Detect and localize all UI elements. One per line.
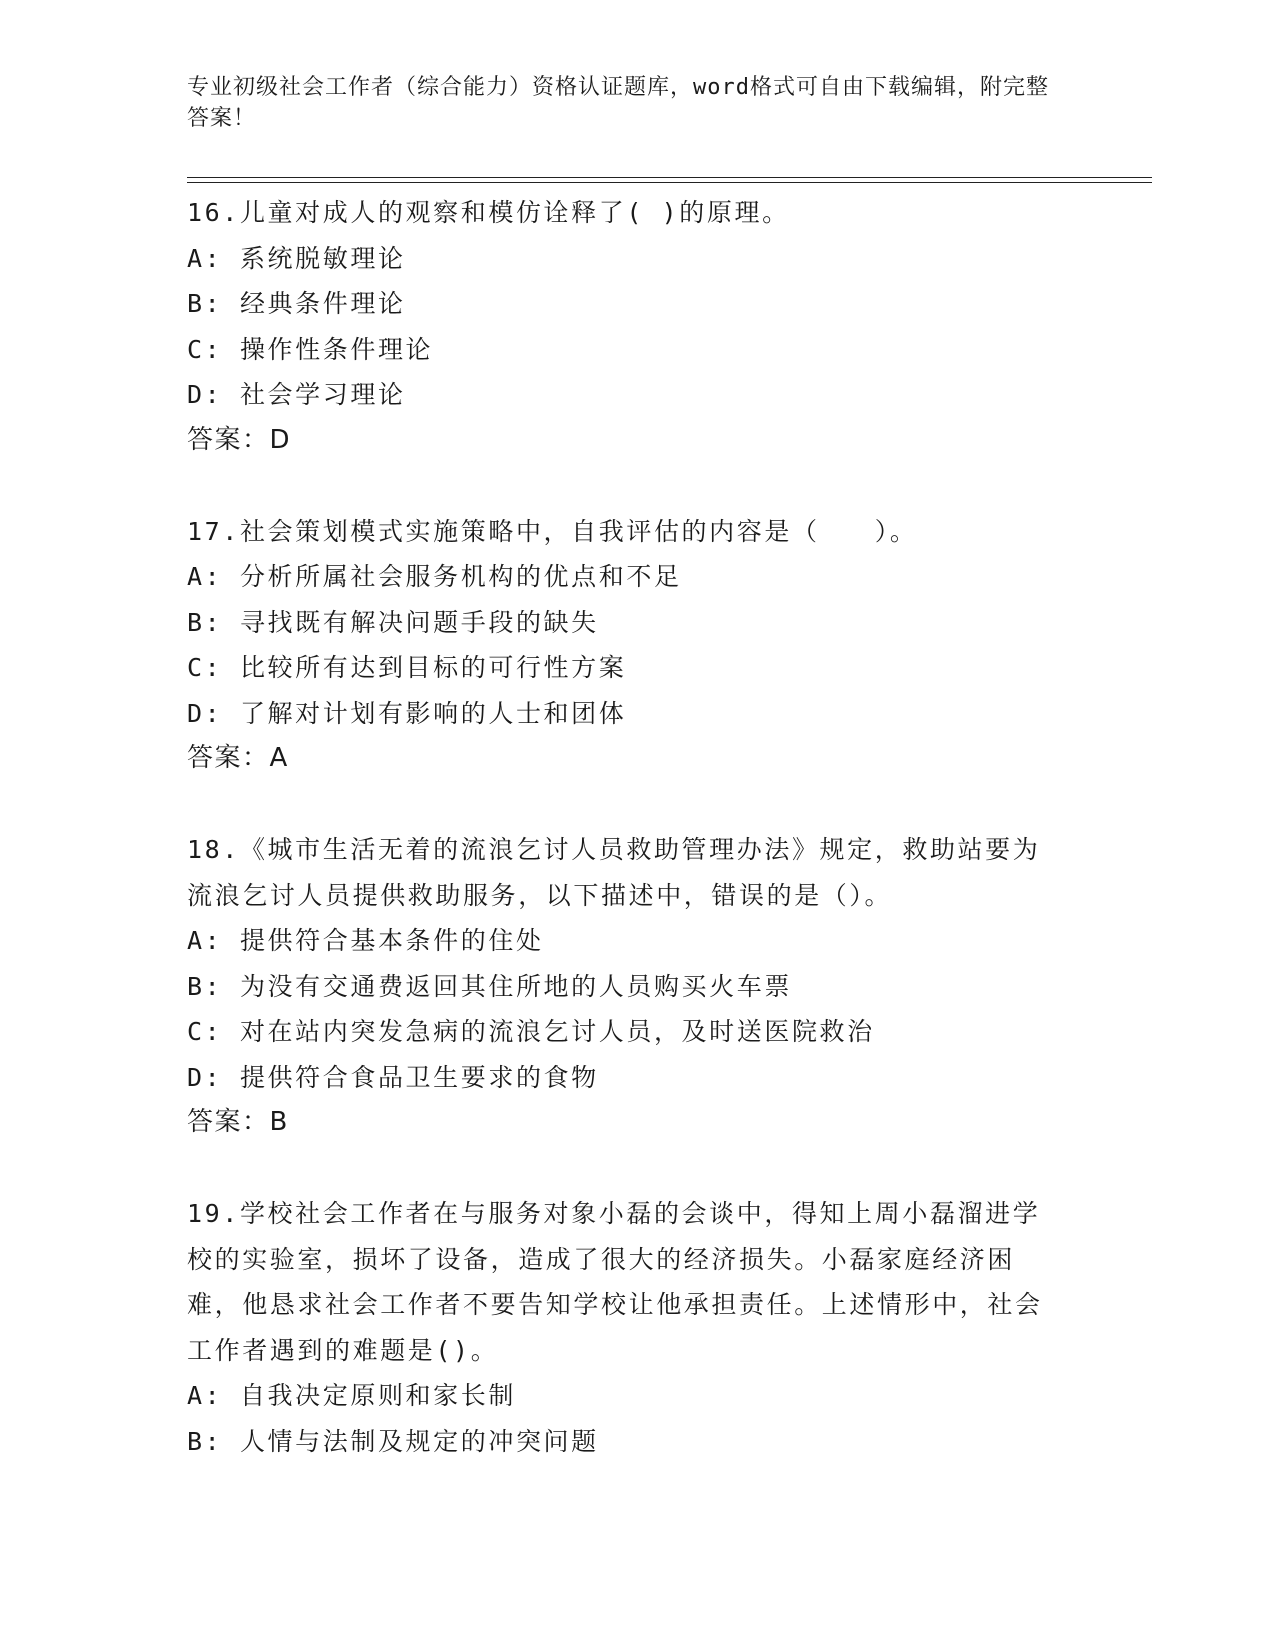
question-18 xyxy=(187,827,1067,1146)
option-a: A: 分析所属社会服务机构的优点和不足 xyxy=(187,562,682,591)
option-b: B: 为没有交通费返回其住所地的人员购买火车票 xyxy=(187,971,792,1001)
option-a: A: 系统脱敏理论 xyxy=(187,243,406,273)
option-c: C: 操作性条件理论 xyxy=(187,334,434,364)
option-b: B: 人情与法制及规定的冲突问题 xyxy=(187,1426,599,1456)
question-list xyxy=(187,190,1067,1464)
question-19 xyxy=(187,1191,1067,1464)
header-divider-bottom xyxy=(187,182,1152,183)
header-divider-top xyxy=(187,177,1152,178)
option-d: D: 社会学习理论 xyxy=(187,380,406,409)
document-page xyxy=(187,0,1152,1650)
option-a: A: 提供符合基本条件的住处 xyxy=(187,926,544,955)
question-spacer xyxy=(187,782,1067,828)
question-stem: 16.儿童对成人的观察和模仿诠释了( )的原理。 xyxy=(187,198,790,227)
option-b: B: 经典条件理论 xyxy=(187,289,406,318)
question-16 xyxy=(187,190,1067,463)
option-c: C: 对在站内突发急病的流浪乞讨人员，及时送医院救治 xyxy=(187,1017,875,1046)
option-d: D: 了解对计划有影响的人士和团体 xyxy=(187,698,627,728)
option-d: D: 提供符合食品卫生要求的食物 xyxy=(187,1062,599,1092)
answer-line: 答案：D xyxy=(187,424,292,455)
question-17 xyxy=(187,509,1067,782)
option-a: A: 自我决定原则和家长制 xyxy=(187,1381,516,1410)
question-stem: 17.社会策划模式实施策略中，自我评估的内容是（ ）。 xyxy=(187,516,918,546)
answer-line: 答案：A xyxy=(187,743,289,773)
option-c: C: 比较所有达到目标的可行性方案 xyxy=(187,653,627,682)
option-b: B: 寻找既有解决问题手段的缺失 xyxy=(187,607,599,637)
answer-line: 答案：B xyxy=(187,1107,289,1137)
question-spacer xyxy=(187,463,1067,509)
document-header: 专业初级社会工作者（综合能力）资格认证题库，word格式可自由下载编辑，附完整答案！ xyxy=(187,75,1049,131)
question-spacer xyxy=(187,1146,1067,1192)
question-stem: 19.学校社会工作者在与服务对象小磊的会谈中，得知上周小磊溜进学校的实验室，损坏了设备，造成了很大的经济损失。小磊家庭经济困难，他恳求社会工作者不要告知学校让他承担责任。上述情形中，社会工作者遇到的难题是()。 xyxy=(187,1199,1043,1365)
question-stem: 18.《城市生活无着的流浪乞讨人员救助管理办法》规定，救助站要为流浪乞讨人员提供救助服务，以下描述中，错误的是（）。 xyxy=(187,835,1041,910)
